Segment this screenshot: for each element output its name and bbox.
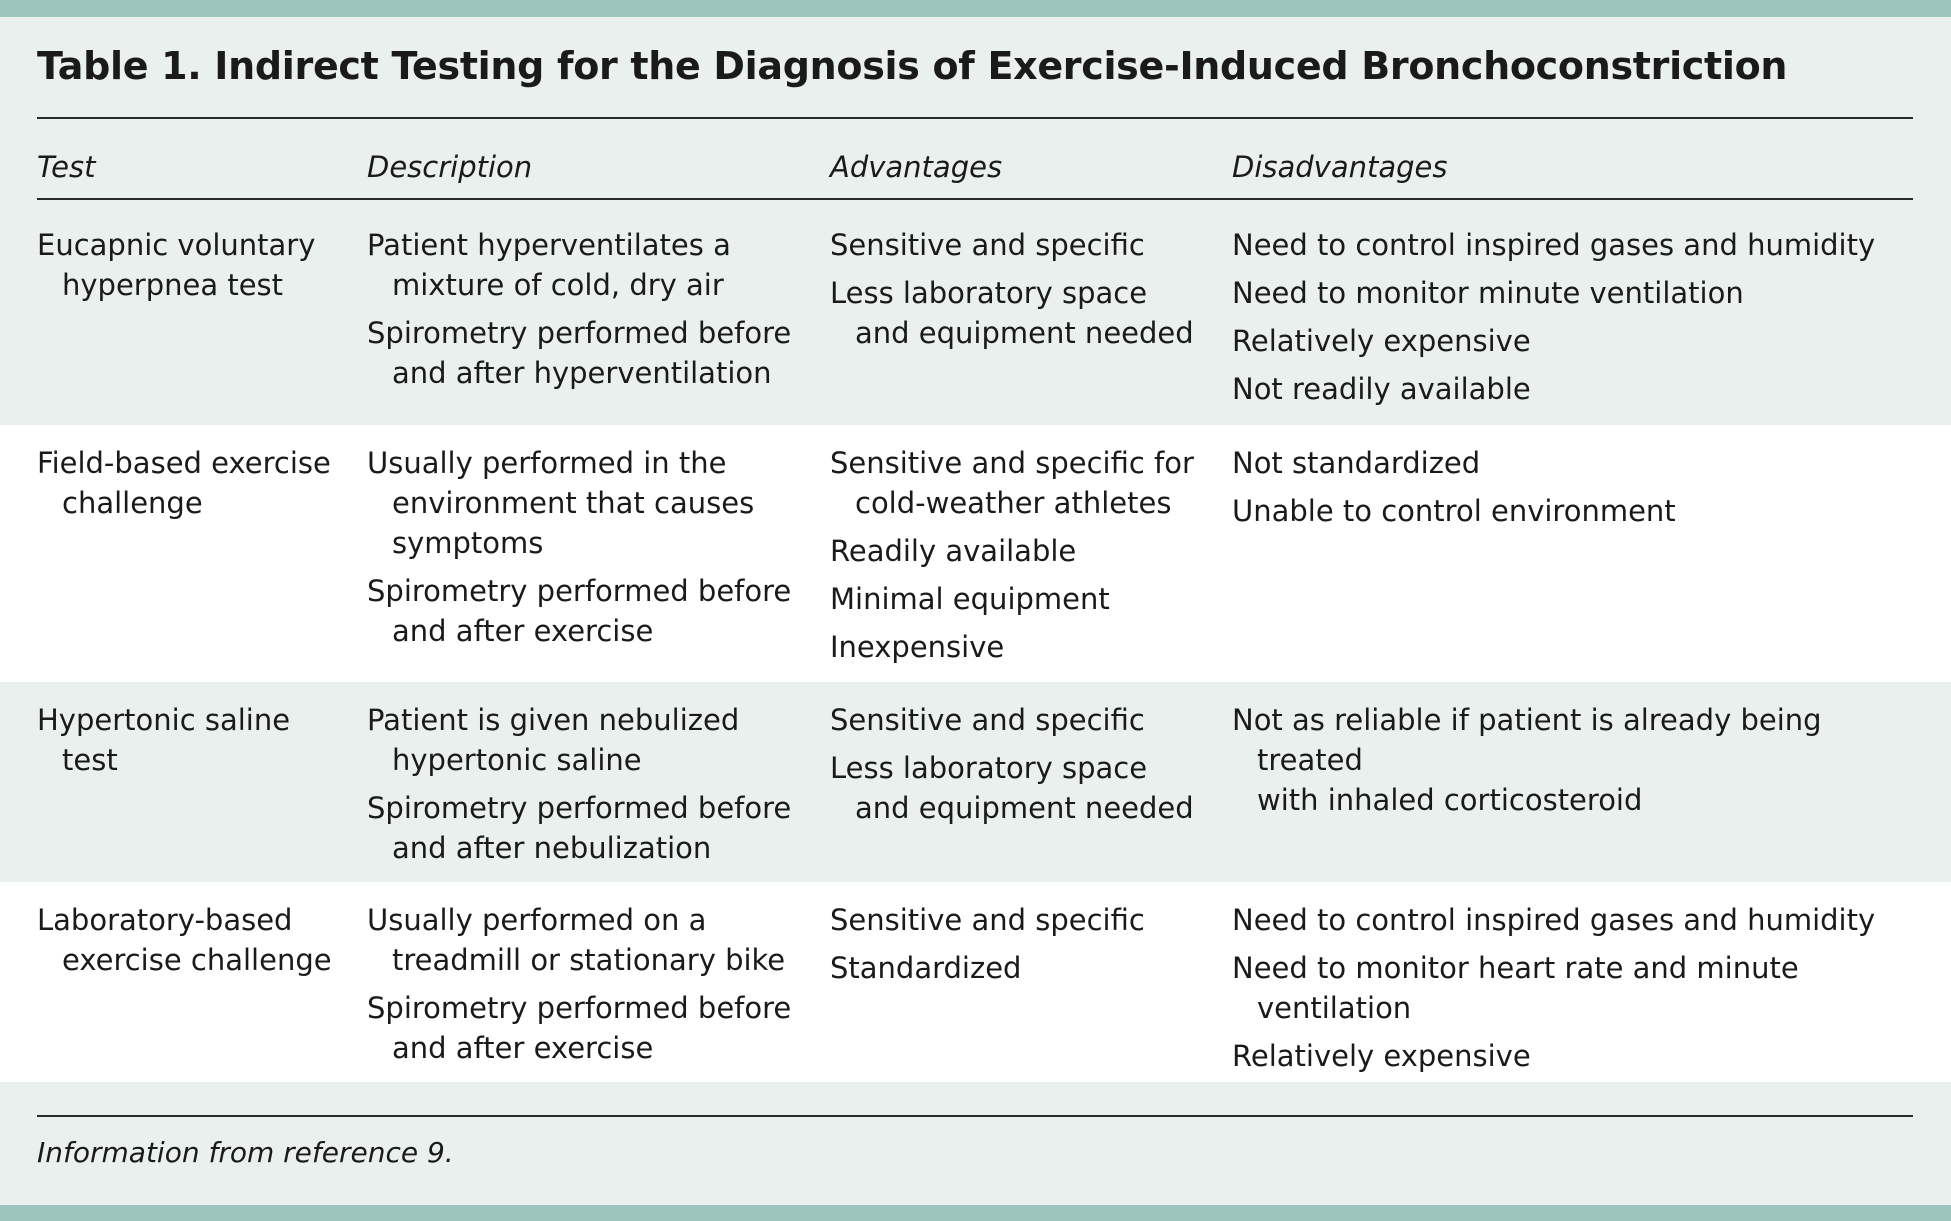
cell-advantages <box>830 225 1210 361</box>
cell-disadvantages <box>1232 700 1922 828</box>
cell-entry: Unable to control environment <box>1232 494 1676 528</box>
cell-entry: Patient is given nebulized hypertonic saline <box>367 703 740 777</box>
cell-entry: Spirometry performed before and after exercise <box>367 574 792 648</box>
cell-description <box>367 443 807 659</box>
cell-entry: Minimal equipment <box>830 582 1110 616</box>
cell-entry: Not as reliable if patient is already being treated with inhaled corticosteroid <box>1232 703 1822 817</box>
cell-disadvantages <box>1232 900 1922 1084</box>
cell-advantages <box>830 443 1210 675</box>
cell-disadvantages <box>1232 443 1922 539</box>
cell-entry: Standardized <box>830 951 1022 985</box>
cell-entry: Field-based exercise challenge <box>37 446 331 520</box>
cell-entry: Inexpensive <box>830 630 1005 664</box>
table-row <box>0 425 1951 682</box>
table-title: Table 1. Indirect Testing for the Diagnosis of Exercise-Induced Bronchoconstriction <box>37 44 1788 88</box>
table-row <box>0 682 1951 882</box>
cell-entry: Relatively expensive <box>1232 1039 1531 1073</box>
cell-entry: Need to monitor minute ventilation <box>1232 276 1744 310</box>
cell-entry: Eucapnic voluntary hyperpnea test <box>37 228 316 302</box>
table-row <box>0 882 1951 1082</box>
cell-entry: Readily available <box>830 534 1077 568</box>
cell-entry: Need to control inspired gases and humidity <box>1232 903 1876 937</box>
cell-entry: Not readily available <box>1232 372 1531 406</box>
cell-entry: Usually performed on a treadmill or stationary bike <box>367 903 786 977</box>
footer-rule <box>37 1115 1913 1117</box>
cell-entry: Hypertonic saline test <box>37 703 291 777</box>
cell-entry: Spirometry performed before and after nebulization <box>367 791 792 865</box>
cell-entry: Sensitive and specific <box>830 703 1145 737</box>
footnote: Information from reference 9. <box>37 1136 454 1169</box>
header-description: Description <box>367 150 533 184</box>
cell-description <box>367 225 807 401</box>
cell-entry: Less laboratory space and equipment needed <box>830 276 1194 350</box>
cell-entry: Sensitive and specific <box>830 228 1145 262</box>
cell-entry: Laboratory-based exercise challenge <box>37 903 332 977</box>
cell-description <box>367 700 807 876</box>
cell-entry: Spirometry performed before and after hyperventilation <box>367 316 792 390</box>
cell-test <box>37 700 337 788</box>
header-disadvantages: Disadvantages <box>1232 150 1448 184</box>
header-rule <box>37 198 1913 200</box>
header-test: Test <box>37 150 96 184</box>
cell-entry: Patient hyperventilates a mixture of cold, dry air <box>367 228 731 302</box>
cell-test <box>37 900 337 988</box>
cell-entry: Sensitive and specific <box>830 903 1145 937</box>
cell-entry: Relatively expensive <box>1232 324 1531 358</box>
cell-test <box>37 443 337 531</box>
cell-entry: Need to control inspired gases and humidity <box>1232 228 1876 262</box>
cell-entry: Usually performed in the environment that causes symptoms <box>367 446 755 560</box>
table-row <box>0 225 1951 425</box>
cell-advantages <box>830 900 1210 996</box>
cell-description <box>367 900 807 1076</box>
bottom-accent-band <box>0 1205 1951 1221</box>
cell-disadvantages <box>1232 225 1922 417</box>
cell-entry: Sensitive and specific for cold-weather athletes <box>830 446 1194 520</box>
cell-entry: Spirometry performed before and after exercise <box>367 991 792 1065</box>
cell-advantages <box>830 700 1210 836</box>
cell-entry: Not standardized <box>1232 446 1481 480</box>
cell-test <box>37 225 337 313</box>
title-rule <box>37 117 1913 119</box>
cell-entry: Need to monitor heart rate and minute ventilation <box>1232 951 1799 1025</box>
header-advantages: Advantages <box>830 150 1003 184</box>
top-accent-band <box>0 0 1951 17</box>
cell-entry: Less laboratory space and equipment needed <box>830 751 1194 825</box>
